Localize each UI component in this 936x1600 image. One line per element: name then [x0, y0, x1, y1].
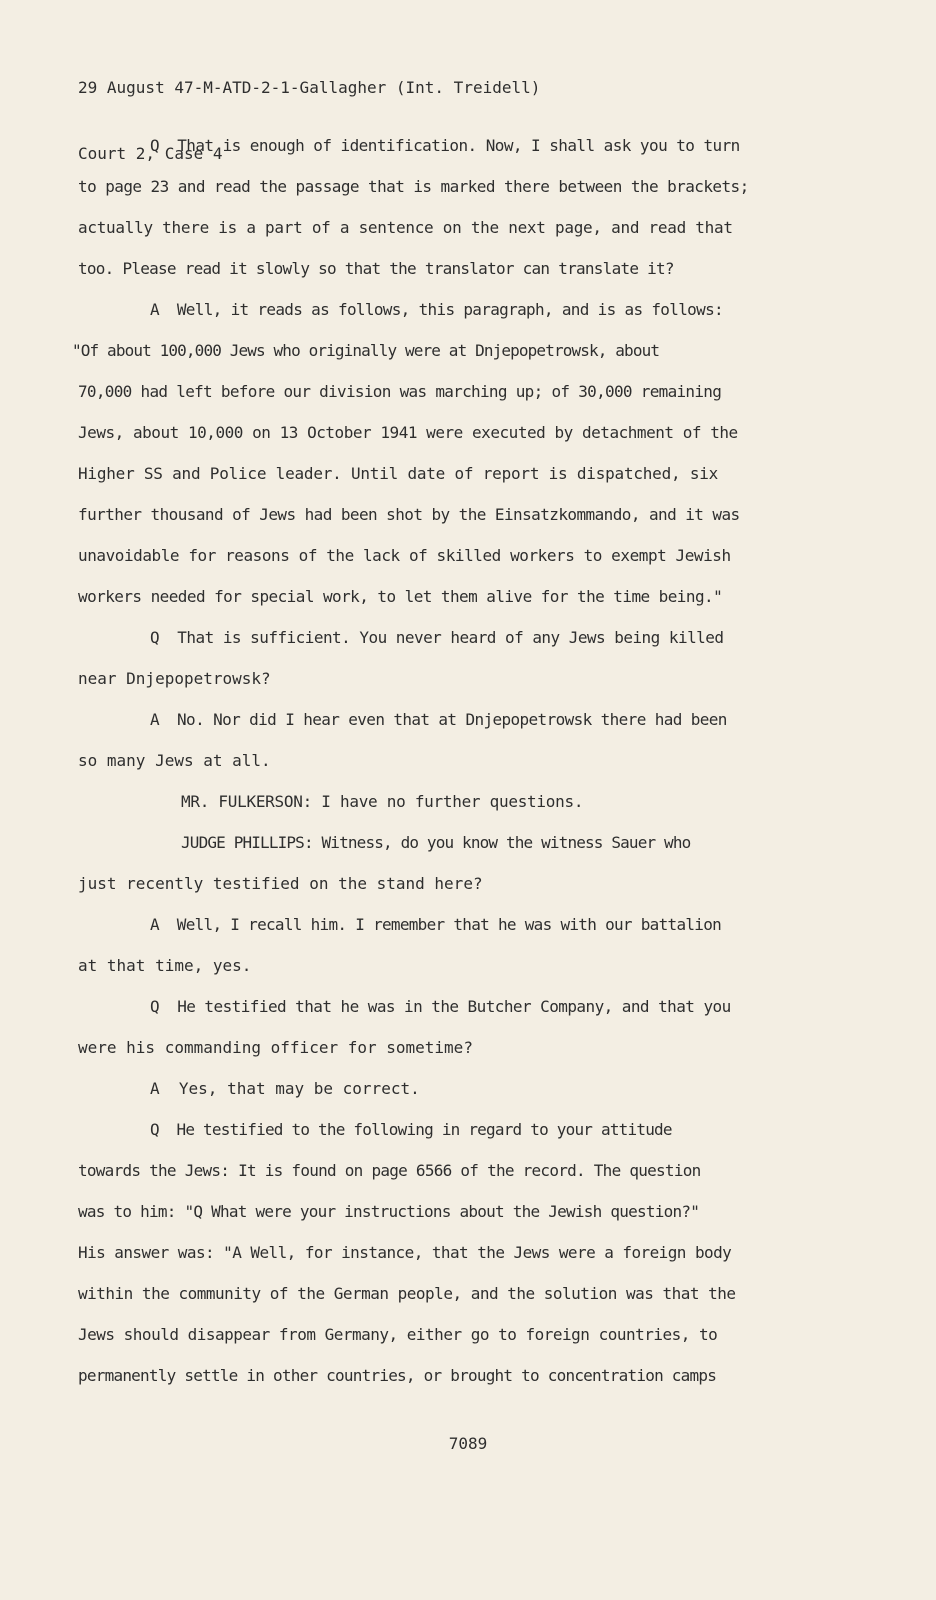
- text-line: Q That is enough of identification. Now, I shall ask you to turn: [150, 136, 740, 155]
- text-line: His answer was: "A Well, for instance, that the Jews were a foreign body: [78, 1243, 732, 1262]
- text-line: A Well, it reads as follows, this paragraph, and is as follows:: [150, 300, 723, 319]
- text-line: just recently testified on the stand here?: [78, 874, 483, 893]
- text-line: near Dnjepopetrowsk?: [78, 669, 271, 688]
- text-line: A Well, I recall him. I remember that he was with our battalion: [150, 915, 722, 934]
- text-line: A No. Nor did I hear even that at Dnjepopetrowsk there had been: [150, 710, 727, 729]
- text-line: MR. FULKERSON: I have no further questions.: [181, 792, 584, 811]
- text-line: were his commanding officer for sometime?: [78, 1038, 473, 1057]
- text-line: workers needed for special work, to let them alive for the time being.": [78, 587, 723, 606]
- text-line: further thousand of Jews had been shot by the Einsatzkommando, and it was: [78, 505, 740, 524]
- text-line: Q That is sufficient. You never heard of any Jews being killed: [150, 628, 724, 647]
- header-line-2: Court 2, Case 4: [78, 144, 223, 163]
- text-line: Q He testified to the following in regard to your attitude: [150, 1120, 672, 1139]
- text-line: 70,000 had left before our division was marching up; of 30,000 remaining: [78, 382, 722, 401]
- page-number: 7089: [448, 1434, 488, 1453]
- text-line: at that time, yes.: [78, 956, 252, 975]
- text-line: actually there is a part of a sentence on the next page, and read that: [78, 218, 733, 237]
- text-line: towards the Jews: It is found on page 6566 of the record. The question: [78, 1161, 701, 1180]
- text-line: Higher SS and Police leader. Until date of report is dispatched, six: [78, 464, 719, 483]
- text-line: permanently settle in other countries, or brought to concentration camps: [78, 1366, 717, 1385]
- header-line-1: 29 August 47-M-ATD-2-1-Gallagher (Int. Treidell): [78, 78, 541, 97]
- text-line: too. Please read it slowly so that the translator can translate it?: [78, 259, 674, 278]
- text-line: A Yes, that may be correct.: [150, 1079, 420, 1098]
- text-line: to page 23 and read the passage that is marked there between the brackets;: [78, 177, 749, 196]
- text-line: JUDGE PHILLIPS: Witness, do you know the witness Sauer who: [181, 833, 691, 852]
- text-line: unavoidable for reasons of the lack of skilled workers to exempt Jewish: [78, 546, 731, 565]
- text-line: Jews should disappear from Germany, either go to foreign countries, to: [78, 1325, 718, 1344]
- text-line: so many Jews at all.: [78, 751, 271, 770]
- text-line: was to him: "Q What were your instructions about the Jewish question?": [78, 1202, 700, 1221]
- text-line: "Of about 100,000 Jews who originally were at Dnjepopetrowsk, about: [72, 341, 660, 360]
- text-line: Jews, about 10,000 on 13 October 1941 were executed by detachment of the: [78, 423, 738, 442]
- text-line: within the community of the German people, and the solution was that the: [78, 1284, 736, 1303]
- text-line: Q He testified that he was in the Butcher Company, and that you: [150, 997, 731, 1016]
